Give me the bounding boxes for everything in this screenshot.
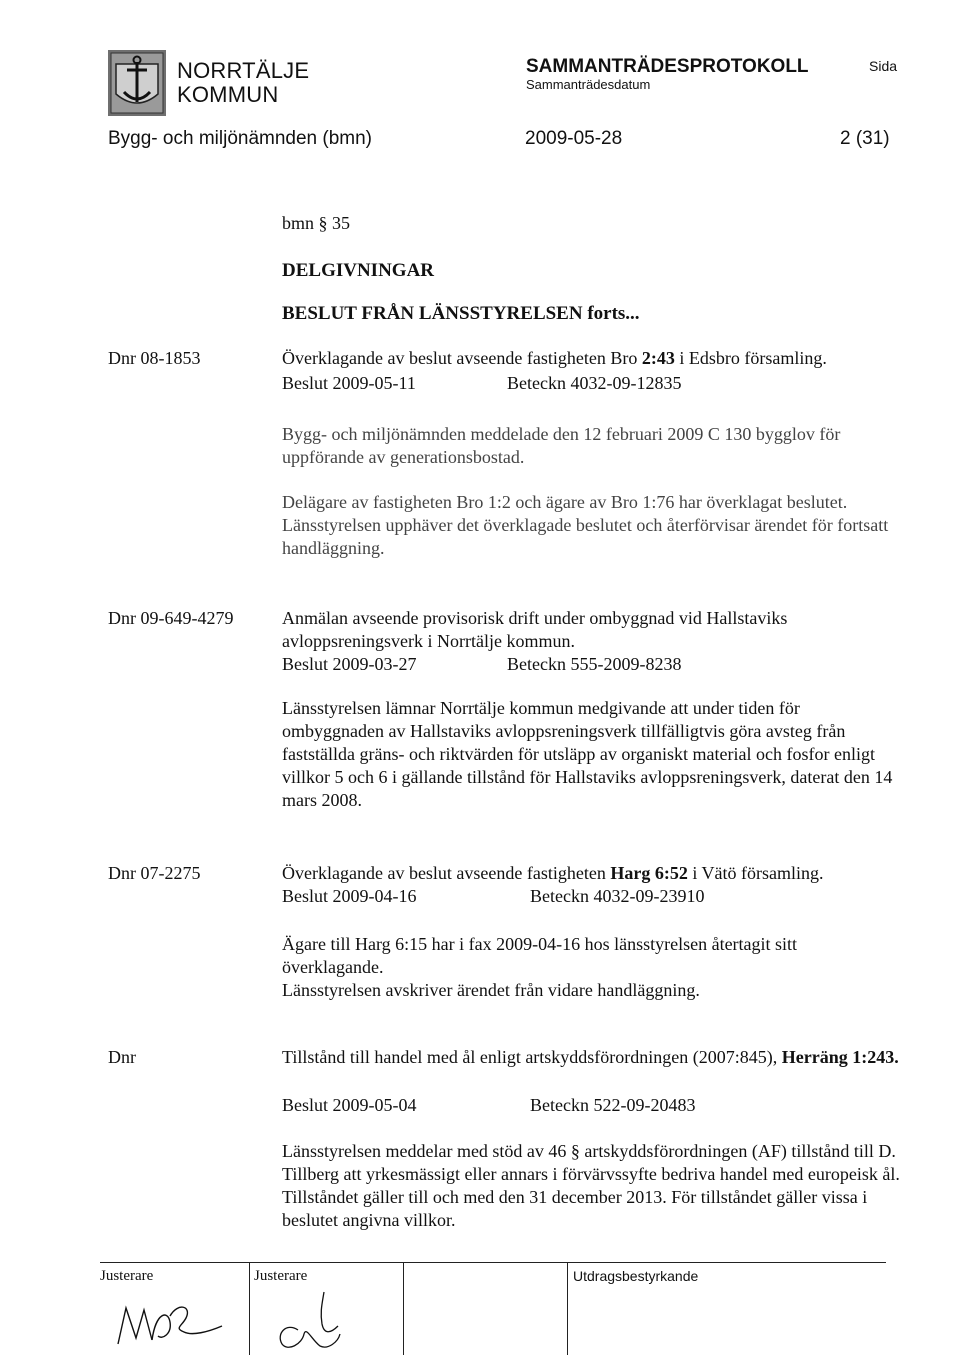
footer-justerare-label: Justerare xyxy=(254,1268,308,1284)
case-paragraph: Länsstyrelsen lämnar Norrtälje kommun medgivande att under tiden för ombyggnaden av Hallstaviks avloppsreningsverk tillfälligtvis göra avsteg från fastställda gräns- och riktvärden för utsläpp av organiskt material och fosfor enligt villkor 5 och 6 i gällande tillstånd för Hallstaviks avloppsreningsverk, daterat den 14 mars 2008. xyxy=(282,698,893,810)
case-beslut: Beslut 2009-03-27 xyxy=(282,654,417,674)
paragraph-ref: bmn § 35 xyxy=(282,213,351,233)
case-dnr: Dnr 07-2275 xyxy=(108,863,201,883)
footer-divider xyxy=(403,1263,404,1355)
case-heading xyxy=(282,347,827,370)
case-heading xyxy=(282,862,824,885)
case-beteckn: Beteckn 522-09-20483 xyxy=(530,1095,696,1115)
footer-utdragsbestyrkande-label: Utdragsbestyrkande xyxy=(573,1268,699,1284)
case-heading-text: Tillstånd till handel med ål enligt artskyddsförordningen (2007:845), xyxy=(282,1047,782,1067)
municipality-logo xyxy=(108,50,166,116)
case-heading-suffix: i Edsbro församling. xyxy=(674,348,827,368)
page-label: Sida xyxy=(869,58,898,74)
case-beslut: Beslut 2009-05-11 xyxy=(282,373,416,393)
footer-divider xyxy=(567,1263,568,1355)
case-beteckn: Beteckn 4032-09-12835 xyxy=(507,373,682,393)
case-paragraph: Länsstyrelsen meddelar med stöd av 46 § artskyddsförordningen (AF) tillstånd till D. Tillberg att yrkesmässigt eller annars i förvärvssyfte bedriva handel med europeisk ål. Tillståndet gäller till och med den 31 december 2013. För tillståndet gäller vissa i beslutet angivna villkor. xyxy=(282,1141,900,1230)
case-heading-text: Överklagande av beslut avseende fastigheten Bro xyxy=(282,348,642,368)
org-name-line1: NORRTÄLJE xyxy=(177,58,310,83)
case-dnr: Dnr 09-649-4279 xyxy=(108,608,234,628)
case-heading-suffix: i Vätö församling. xyxy=(687,863,824,883)
property-designation: Herräng 1:243. xyxy=(781,1047,899,1067)
property-designation: Harg 6:52 xyxy=(610,863,688,883)
case-paragraph: Bygg- och miljönämnden meddelade den 12 februari 2009 C 130 bygglov för uppförande av generationsbostad. xyxy=(282,424,841,467)
signature-initials xyxy=(268,1290,378,1359)
meeting-date: 2009-05-28 xyxy=(525,128,623,149)
case-dnr: Dnr 08-1853 xyxy=(108,348,201,368)
case-paragraph: Länsstyrelsen avskriver ärendet från vidare handläggning. xyxy=(282,980,700,1000)
section-title: DELGIVNINGAR xyxy=(282,260,435,281)
footer-justerare-label: Justerare xyxy=(100,1268,154,1284)
protocol-title: SAMMANTRÄDESPROTOKOLL xyxy=(526,56,809,77)
protocol-subtitle: Sammanträdesdatum xyxy=(526,77,651,92)
page-number: 2 (31) xyxy=(840,128,890,149)
case-dnr: Dnr xyxy=(108,1047,136,1067)
case-heading-text: Överklagande av beslut avseende fastigheten xyxy=(282,863,611,883)
case-beteckn: Beteckn 555-2009-8238 xyxy=(507,654,682,674)
case-heading xyxy=(282,1046,902,1069)
case-beteckn: Beteckn 4032-09-23910 xyxy=(530,886,705,906)
case-beslut: Beslut 2009-04-16 xyxy=(282,886,417,906)
case-beslut: Beslut 2009-05-04 xyxy=(282,1095,417,1115)
footer-divider xyxy=(249,1263,250,1355)
property-designation: 2:43 xyxy=(641,348,675,368)
org-name-line2: KOMMUN xyxy=(177,82,279,107)
footer-top-rule xyxy=(100,1262,886,1263)
case-heading: Anmälan avseende provisorisk drift under ombyggnad vid Hallstaviks avloppsreningsverk i Norrtälje kommun. xyxy=(282,608,788,651)
section-subtitle: BESLUT FRÅN LÄNSSTYRELSEN forts... xyxy=(282,303,640,324)
signature-initials xyxy=(112,1292,232,1355)
committee-name: Bygg- och miljönämnden (bmn) xyxy=(108,128,373,149)
case-paragraph: Ägare till Harg 6:15 har i fax 2009-04-16 hos länsstyrelsen återtagit sitt överklagande. xyxy=(282,934,798,977)
case-paragraph: Delägare av fastigheten Bro 1:2 och ägare av Bro 1:76 har överklagat beslutet. Länsstyrelsen upphäver det överklagade beslutet och återförvisar ärendet för fortsatt handläggning. xyxy=(282,492,889,558)
